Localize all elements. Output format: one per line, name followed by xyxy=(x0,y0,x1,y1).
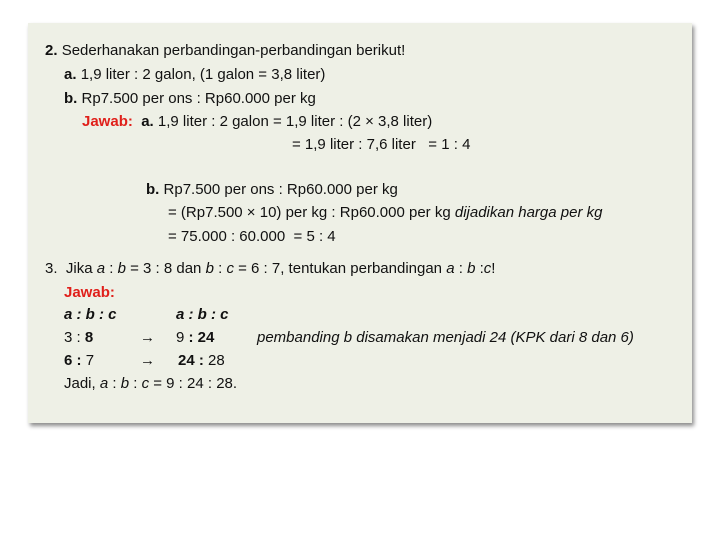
problem-2a-line xyxy=(64,65,325,85)
var-c: c xyxy=(141,375,150,392)
column-header-right: a : b : c xyxy=(176,306,229,323)
item-label: b. xyxy=(64,90,78,107)
answer-label: Jawab: xyxy=(82,113,133,130)
column-header-left: a : b : c xyxy=(64,306,117,323)
ratio-plain: 3 : xyxy=(64,329,81,346)
ratio-plain: 9 xyxy=(176,329,185,346)
solution-2b-line-2 xyxy=(168,203,602,223)
var-b: b xyxy=(205,260,214,277)
solution-2a-line-2: = 1,9 liter : 7,6 liter = 1 : 4 xyxy=(292,136,471,153)
problem-2b-line xyxy=(64,89,316,109)
row-1-note: pembanding b disamakan menjadi 24 (KPK dari 8 dan 6) xyxy=(257,329,634,346)
var-a: a xyxy=(96,260,106,277)
row-1-right xyxy=(176,328,214,348)
solution-note: dijadikan harga per kg xyxy=(454,204,603,221)
item-label: b. xyxy=(146,181,160,198)
var-b: b xyxy=(120,375,130,392)
item-label: a. xyxy=(141,113,154,130)
row-2-left xyxy=(64,351,94,371)
ratio-plain: 7 xyxy=(85,352,95,369)
separator: : xyxy=(109,260,114,277)
problem-2-prompt-line xyxy=(45,41,405,61)
problem-3-prompt-line xyxy=(45,259,495,279)
item-text: 1,9 liter : 2 galon, (1 galon = 3,8 liter) xyxy=(80,66,326,83)
problem-number: 2. xyxy=(45,42,58,59)
var-c: c xyxy=(483,260,492,277)
separator: : xyxy=(218,260,223,277)
item-text: Rp7.500 per ons : Rp60.000 per kg xyxy=(81,90,316,107)
solution-text: Rp7.500 per ons : Rp60.000 per kg xyxy=(163,181,398,198)
solution-text: = (Rp7.500 × 10) per kg : Rp60.000 per kg xyxy=(168,204,451,221)
separator: : xyxy=(479,260,484,277)
solution-2b-line-3: = 75.000 : 60.000 = 5 : 4 xyxy=(168,228,336,245)
conclusion-line xyxy=(64,374,237,394)
separator: : xyxy=(133,375,138,392)
equation-bc: = 6 : 7, tentukan perbandingan xyxy=(238,260,443,277)
answer-label: Jawab: xyxy=(64,284,115,301)
ratio-bold: 6 : xyxy=(64,352,82,369)
equation-ab: = 3 : 8 dan xyxy=(130,260,202,277)
separator: : xyxy=(458,260,463,277)
ratio-bold: 24 : xyxy=(178,352,204,369)
var-b: b xyxy=(117,260,126,277)
var-b: b xyxy=(467,260,476,277)
prompt-intro: Jika xyxy=(65,260,93,277)
problem-number: 3. xyxy=(45,260,58,277)
item-label: a. xyxy=(64,66,77,83)
separator: : xyxy=(112,375,117,392)
var-c: c xyxy=(226,260,234,277)
conclusion-result: = 9 : 24 : 28. xyxy=(153,375,238,392)
conclusion-intro: Jadi, xyxy=(64,375,96,392)
solution-2a-line-1 xyxy=(82,112,432,132)
exclamation: ! xyxy=(491,260,496,277)
solution-text: 1,9 liter : 2 galon = 1,9 liter : (2 × 3,8 liter) xyxy=(157,113,433,130)
problem-prompt: Sederhanakan perbandingan-perbandingan berikut! xyxy=(61,42,406,59)
ratio-bold: 8 xyxy=(84,329,94,346)
ratio-plain: 28 xyxy=(208,352,225,369)
var-a: a xyxy=(446,260,455,277)
row-1-left xyxy=(64,328,93,348)
var-a: a xyxy=(99,375,109,392)
row-2-arrow: → xyxy=(140,352,155,369)
row-2-right xyxy=(178,351,225,371)
solution-2b-line-1 xyxy=(146,180,398,200)
row-1-arrow: → xyxy=(140,329,155,346)
ratio-bold: : 24 xyxy=(188,329,215,346)
